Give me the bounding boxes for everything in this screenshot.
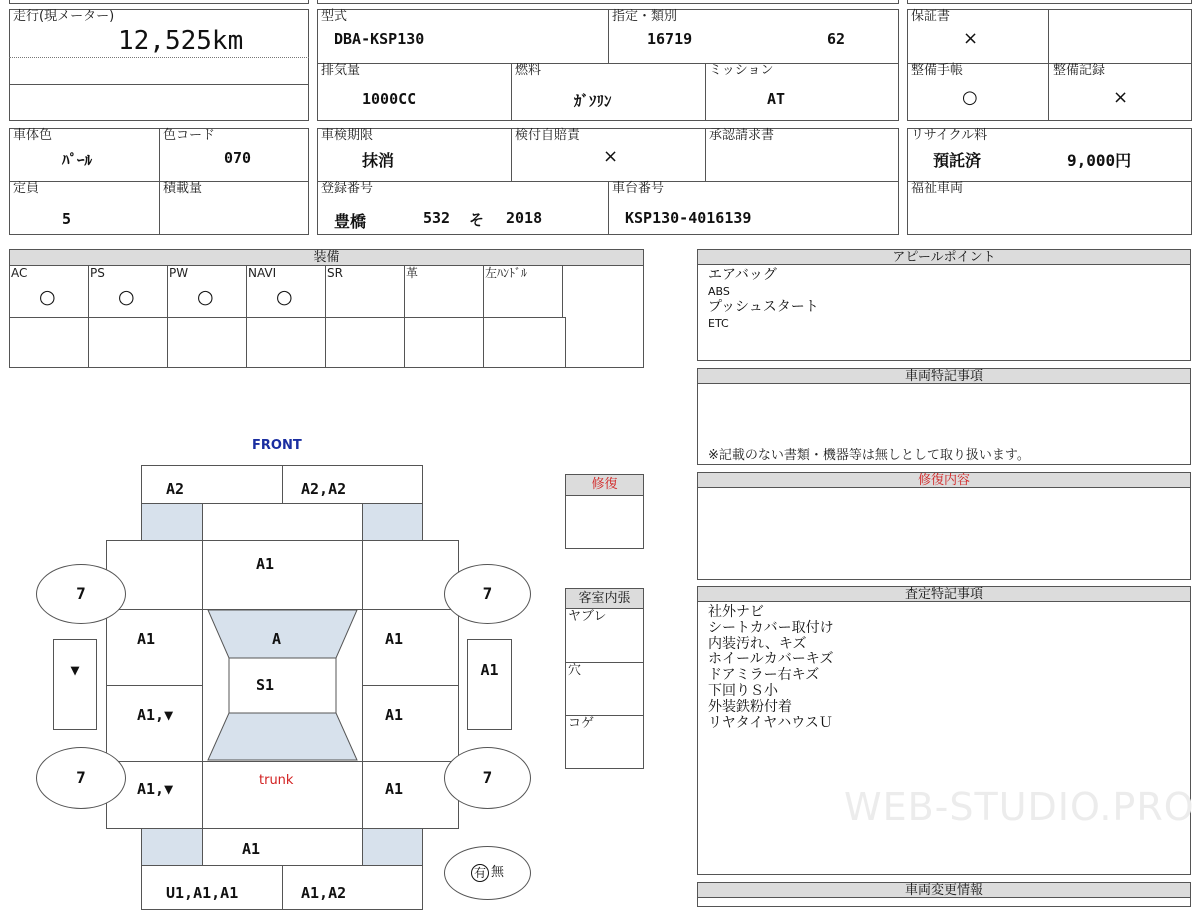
body-color-label: 車体色 (13, 128, 53, 143)
insurance-label: 検付自賠責 (515, 128, 581, 143)
tire-rear-left-value: 7 (76, 768, 86, 787)
appeal-point-item: ABS (708, 285, 730, 298)
body-line-left-mid (106, 685, 203, 686)
registration-number: 2018 (506, 209, 543, 227)
interior-box (565, 608, 644, 769)
assessment-note-item: ドアミラー右キズ (708, 667, 820, 684)
load-capacity-label: 積載量 (163, 181, 203, 196)
top-stub-left (9, 0, 309, 4)
rear-bumper-right: A1,A2 (301, 884, 347, 902)
front-right-fender-panel (362, 503, 423, 541)
equipment-label: PW (169, 266, 189, 280)
equipment-label: PS (90, 266, 105, 280)
model-label: 型式 (321, 9, 348, 24)
model-value: DBA-KSP130 (334, 30, 425, 48)
inspection-expiry-label: 車検期限 (321, 128, 374, 143)
front-left-fender-panel (141, 503, 203, 541)
vehicle-notes-title: 車両特記事項 (697, 368, 1191, 384)
chassis-value: KSP130-4016139 (625, 209, 752, 227)
warranty-value: × (963, 28, 979, 49)
capacity-value: 5 (62, 210, 72, 228)
assessment-notes-list (708, 605, 834, 731)
equipment-label: AC (11, 266, 28, 280)
equipment-col-divider (88, 265, 89, 368)
warranty-label: 保証書 (911, 9, 951, 24)
spare-tire-indicator (444, 846, 531, 900)
spare-present-circled: 有 (471, 864, 489, 882)
inspection-expiry-value: 抹消 (362, 151, 395, 170)
rear-right-quarter-panel (362, 828, 423, 866)
chassis-label: 車台番号 (612, 181, 665, 196)
hood-label: A1 (256, 555, 275, 573)
maintenance-notebook-label: 整備手帳 (911, 63, 964, 78)
welfare-label: 福祉車両 (911, 181, 964, 196)
odometer-value: 12,525km (118, 26, 244, 56)
front-grille-panel (202, 503, 363, 541)
equipment-title: 装備 (9, 249, 644, 266)
equipment-label: 革 (406, 266, 419, 280)
appeal-point-item: プッシュスタート (708, 299, 819, 315)
rear-bumper-left: U1,A1,A1 (166, 884, 239, 902)
equipment-col-divider (562, 265, 563, 317)
roof-glass-svg (202, 609, 363, 762)
registration-class: 532 (423, 209, 451, 227)
category-number: 62 (827, 30, 846, 48)
model-row-divider (317, 63, 899, 64)
rear-left-quarter-panel (141, 828, 203, 866)
equipment-col-divider (483, 265, 484, 368)
capacity-label: 定員 (13, 181, 40, 196)
color-code-label: 色コード (163, 128, 216, 143)
vehicle-change-title: 車両変更情報 (697, 882, 1191, 898)
equipment-col-divider (404, 265, 405, 368)
equipment-label: SR (327, 266, 343, 280)
equipment-value: ○ (276, 286, 293, 308)
tire-front-right (444, 564, 531, 624)
registration-label: 登録番号 (321, 181, 374, 196)
equipment-col-divider (167, 265, 168, 368)
left-rear-door-label: A1,▼ (137, 706, 174, 724)
displacement-value: 1000CC (362, 90, 417, 108)
assessment-notes-title: 査定特記事項 (697, 586, 1191, 602)
left-rear-fender-label: A1,▼ (137, 780, 174, 798)
appeal-points-list (708, 267, 819, 331)
body-line-right-mid (362, 685, 459, 686)
fuel-value: ｶﾞｿﾘﾝ (574, 92, 612, 110)
interior-burn-label: コゲ (568, 716, 595, 731)
assessment-note-item: シートカバー取付け (708, 619, 834, 636)
equipment-label: NAVI (248, 266, 277, 280)
vehicle-notes-box (697, 383, 1191, 465)
inspection-col-divider-1 (511, 128, 512, 181)
roof-label: A (272, 630, 282, 648)
repair-details-box (697, 487, 1191, 580)
designation-number: 16719 (647, 30, 693, 48)
transmission-label: ミッション (709, 63, 774, 78)
recycle-amount: 9,000円 (1067, 151, 1132, 170)
assessment-notes-box (697, 601, 1191, 875)
vehicle-change-box (697, 897, 1191, 907)
left-front-door-label: A1 (137, 630, 156, 648)
front-windshield (208, 610, 357, 658)
left-mirror (53, 639, 97, 730)
trunk-label: trunk (259, 773, 294, 788)
designation-label: 指定・類別 (612, 9, 678, 24)
assessment-note-item: 内装汚れ、キズ (708, 635, 807, 652)
front-bumper-divider (282, 465, 283, 504)
approval-request-label: 承認請求書 (709, 128, 775, 143)
rear-panel (202, 828, 363, 866)
spare-absent-label: 無 (490, 865, 504, 880)
equipment-col-divider (325, 265, 326, 368)
fuel-label: 燃料 (515, 63, 542, 78)
interior-tear-label: ヤブレ (568, 609, 607, 624)
assessment-note-item: ホイールカバーキズ (708, 651, 834, 668)
assessment-note-item: リヤタイヤハウスＵ (708, 714, 833, 731)
displacement-label: 排気量 (321, 63, 361, 78)
equipment-col-divider (565, 317, 566, 368)
right-front-door-label: A1 (385, 630, 404, 648)
rear-panel-label: A1 (242, 840, 261, 858)
repair-title-text: 修復 (591, 477, 618, 492)
equipment-value: ○ (197, 286, 214, 308)
interior-title: 客室内張 (565, 588, 644, 609)
top-stub-right (907, 0, 1192, 4)
sunroof-label: S1 (256, 676, 275, 694)
right-mirror (467, 639, 512, 730)
appeal-point-item: ETC (708, 317, 729, 330)
model-col-divider (608, 9, 609, 63)
assessment-note-item: 外装鉄粉付着 (708, 698, 792, 715)
equipment-row-divider (9, 317, 565, 318)
repair-details-title (697, 472, 1191, 488)
watermark: WEB-STUDIO.PRO (844, 785, 1195, 829)
color-col-divider (159, 128, 160, 235)
equipment-value: ○ (118, 286, 135, 308)
appeal-points-box (697, 264, 1191, 361)
maintenance-record-label: 整備記録 (1053, 63, 1106, 78)
left-mirror-label: ▼ (70, 661, 80, 679)
color-code-value: 070 (224, 149, 252, 167)
odometer-divider-2 (9, 84, 309, 85)
rear-windshield (208, 713, 357, 760)
equipment-col-divider (246, 265, 247, 368)
maintenance-record-value: × (1113, 87, 1129, 108)
interior-hole-label: 穴 (568, 663, 582, 678)
odometer-divider (9, 57, 309, 58)
recycle-label: リサイクル料 (911, 128, 988, 143)
body-color-value: ﾊﾟｰﾙ (62, 151, 93, 169)
recycle-status: 預託済 (933, 151, 982, 170)
right-rear-door-label: A1 (385, 706, 404, 724)
maintenance-notebook-value: ○ (962, 87, 978, 108)
fuel-col-divider-right (705, 63, 706, 121)
right-mirror-label: A1 (480, 661, 499, 679)
roof-panel (229, 658, 336, 713)
registration-col-divider (608, 181, 609, 235)
inspection-col-divider-2 (705, 128, 706, 181)
appeal-point-item: エアバッグ (708, 267, 777, 283)
equipment-value: ○ (39, 286, 56, 308)
odometer-label: 走行(現メーター) (13, 9, 115, 24)
tire-front-left (36, 564, 126, 624)
fuel-col-divider-left (511, 63, 512, 121)
appeal-points-title: アピールポイント (697, 249, 1191, 265)
tire-rear-left (36, 747, 126, 809)
registration-kana: そ (469, 211, 485, 229)
right-rear-fender-label: A1 (385, 780, 404, 798)
tire-rear-right-value: 7 (482, 768, 493, 787)
tire-front-left-value: 7 (76, 584, 86, 603)
assessment-note-item: 下回りＳ小 (708, 682, 778, 699)
repair-details-title-text: 修復内容 (917, 473, 970, 488)
front-label: FRONT (252, 438, 302, 453)
vehicle-notes-footer: ※記載のない書類・機器等は無しとして取り扱います。 (708, 448, 1030, 463)
tire-rear-right (444, 747, 531, 809)
repair-title (565, 474, 644, 496)
rear-bumper-divider (282, 865, 283, 910)
front-bumper-left: A2 (166, 480, 185, 498)
tire-front-right-value: 7 (482, 584, 493, 603)
warranty-col-divider (1048, 9, 1049, 121)
insurance-value: × (603, 146, 619, 167)
equipment-label: 左ﾊﾝﾄﾞﾙ (485, 266, 528, 280)
registration-region: 豊橋 (334, 212, 367, 231)
front-bumper-right: A2,A2 (301, 480, 347, 498)
repair-box (565, 495, 644, 549)
top-stub-mid (317, 0, 899, 4)
assessment-note-item: 社外ナビ (708, 604, 764, 620)
transmission-value: AT (767, 90, 786, 108)
